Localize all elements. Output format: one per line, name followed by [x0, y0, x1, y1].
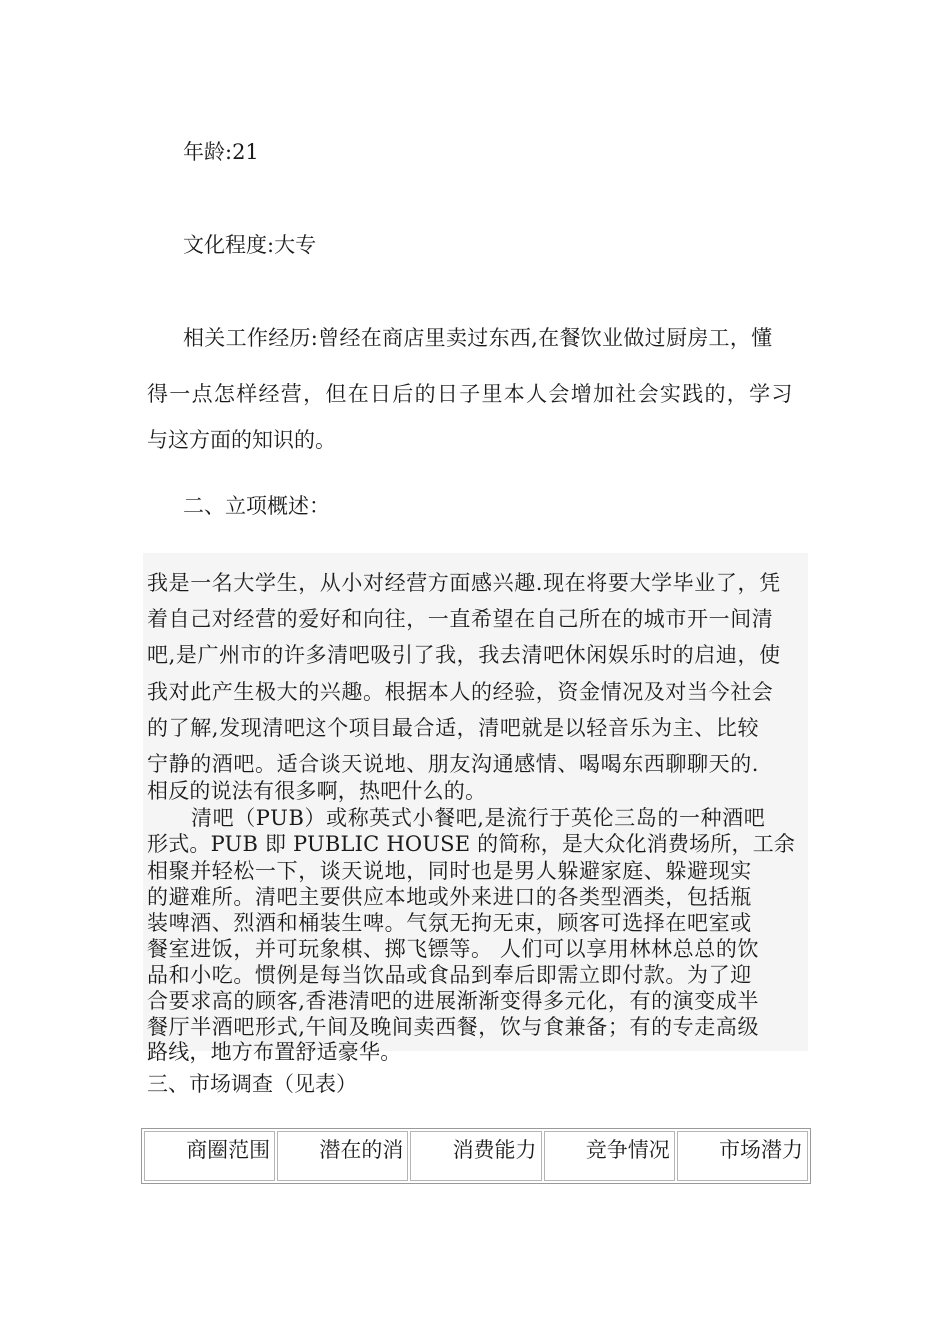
- paragraph-line: 宁静的酒吧。适合谈天说地、朋友沟通感情、喝喝东西聊聊天的.: [147, 752, 760, 776]
- education-line: [183, 229, 316, 259]
- age-text: 年龄:21: [183, 140, 259, 164]
- experience-line: 与这方面的知识的。: [147, 428, 336, 452]
- table-header-cell: 竞争情况: [544, 1131, 675, 1181]
- paragraph-line: 餐厅半酒吧形式,午间及晚间卖西餐，饮与食兼备；有的专走高级: [147, 1015, 760, 1039]
- paragraph-line: 的避难所。清吧主要供应本地或外来进口的各类型酒类，包括瓶: [147, 885, 752, 909]
- education-text: 文化程度:大专: [183, 233, 317, 257]
- experience-line: 得一点怎样经营，但在日后的日子里本人会增加社会实践的，学习: [147, 382, 794, 406]
- table-header-cell: 消费能力: [410, 1131, 541, 1181]
- paragraph-line: 装啤酒、烈酒和桶装生啤。气氛无拘无束，顾客可选择在吧室或: [147, 911, 752, 935]
- paragraph-line: 合要求高的顾客,香港清吧的进展渐渐变得多元化，有的演变成半: [147, 989, 760, 1013]
- paragraph-line: 吧,是广州市的许多清吧吸引了我，我去清吧休闲娱乐时的启迪，使: [147, 643, 781, 667]
- paragraph-line: 餐室进饭，并可玩象棋、掷飞镖等。 人们可以享用林林总总的饮: [147, 937, 760, 961]
- paragraph-line: 我是一名大学生，从小对经营方面感兴趣.现在将要大学毕业了，凭: [147, 571, 781, 595]
- market-survey-table: [141, 1128, 811, 1184]
- paragraph-line: 相聚并轻松一下，谈天说地，同时也是男人躲避家庭、躲避现实: [147, 859, 752, 883]
- paragraph-line: 清吧（PUB）或称英式小餐吧,是流行于英伦三岛的一种酒吧: [191, 806, 766, 830]
- experience-line: 相关工作经历:曾经在商店里卖过东西,在餐饮业做过厨房工，懂: [183, 326, 773, 350]
- paragraph-line: 相反的说法有很多啊，热吧什么的。: [147, 779, 487, 803]
- paragraph-line: 的了解,发现清吧这个项目最合适，清吧就是以轻音乐为主、比较: [147, 716, 760, 740]
- table-header-cell: 商圈范围: [144, 1131, 275, 1181]
- paragraph-line: 路线，地方布置舒适豪华。: [147, 1040, 402, 1064]
- table-header-cell: 潜在的消: [277, 1131, 408, 1181]
- paragraph-line: 着自己对经营的爱好和向往，一直希望在自己所在的城市开一间清: [147, 607, 774, 631]
- table-header-cell: 市场潜力: [677, 1131, 808, 1181]
- age-line: [183, 136, 259, 166]
- section2-heading: 二、立项概述：: [183, 494, 330, 518]
- paragraph-line: 品和小吃。惯例是每当饮品或食品到奉后即需立即付款。为了迎: [147, 963, 752, 987]
- table-row: [144, 1131, 808, 1181]
- section3-heading: 三、市场调查（见表）: [147, 1072, 357, 1096]
- paragraph-line: 我对此产生极大的兴趣。根据本人的经验，资金情况及对当今社会: [147, 680, 774, 704]
- paragraph-line: 形式。PUB 即 PUBLIC HOUSE 的简称，是大众化消费场所，工余: [147, 832, 796, 856]
